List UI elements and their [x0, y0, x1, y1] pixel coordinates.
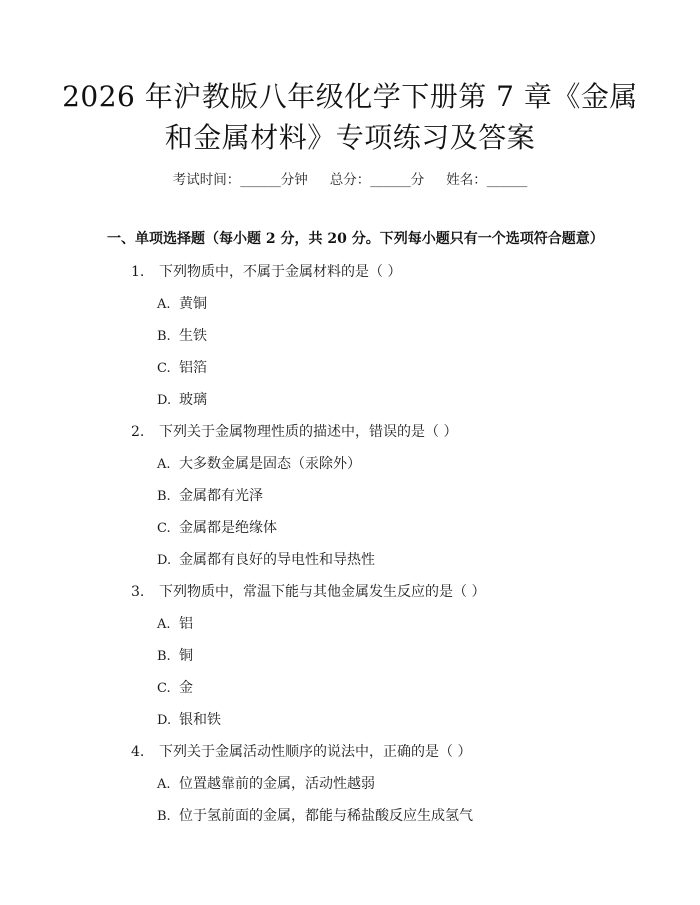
option-1c — [157, 357, 207, 377]
option-text: 金属都是绝缘体 — [179, 520, 277, 536]
exam-time-field: 考试时间：______分钟 — [172, 172, 308, 188]
option-3b — [157, 645, 193, 665]
question-1 — [131, 261, 401, 281]
question-text: 下列关于金属物理性质的描述中，错误的是（ ） — [159, 424, 458, 440]
option-letter: A. — [157, 617, 171, 632]
document-title-line-1: 2026 年沪教版八年级化学下册第 7 章《金属 — [62, 80, 638, 113]
question-number: 2. — [131, 424, 145, 440]
student-name-field: 姓名：______ — [446, 172, 528, 188]
option-text: 黄铜 — [179, 296, 207, 312]
question-number: 4. — [131, 744, 145, 760]
option-letter: B. — [157, 649, 171, 664]
question-text: 下列物质中，不属于金属材料的是（ ） — [159, 264, 402, 280]
option-text: 铝 — [179, 616, 193, 632]
option-text: 玻璃 — [179, 392, 207, 408]
option-3d — [157, 709, 221, 729]
option-letter: D. — [157, 553, 172, 568]
option-text: 银和铁 — [179, 712, 221, 728]
option-letter: B. — [157, 489, 171, 504]
option-letter: C. — [157, 361, 171, 376]
option-3c — [157, 677, 193, 697]
option-letter: A. — [157, 297, 171, 312]
option-letter: A. — [157, 457, 171, 472]
section-heading: 一、单项选择题（每小题 2 分，共 20 分。下列每小题只有一个选项符合题意） — [107, 231, 604, 247]
option-text: 大多数金属是固态（汞除外） — [179, 456, 361, 472]
document-title-line-2: 和金属材料》专项练习及答案 — [164, 121, 536, 154]
option-2c — [157, 517, 277, 537]
option-letter: D. — [157, 393, 172, 408]
option-text: 位置越靠前的金属，活动性越弱 — [179, 776, 375, 792]
option-letter: C. — [157, 681, 171, 696]
question-text: 下列物质中，常温下能与其他金属发生反应的是（ ） — [159, 584, 486, 600]
option-text: 铜 — [179, 648, 193, 664]
option-1a — [157, 293, 207, 313]
option-text: 铝箔 — [179, 360, 207, 376]
question-text: 下列关于金属活动性顺序的说法中，正确的是（ ） — [159, 744, 472, 760]
total-score-field: 总分：______分 — [329, 172, 425, 188]
option-text: 金属都有良好的导电性和导热性 — [179, 552, 375, 568]
option-1d — [157, 389, 207, 409]
question-4 — [131, 741, 471, 761]
question-number: 1. — [131, 264, 145, 280]
option-text: 金属都有光泽 — [179, 488, 263, 504]
option-letter: B. — [157, 329, 171, 344]
option-4a — [157, 773, 375, 793]
question-3 — [131, 581, 485, 601]
question-number: 3. — [131, 584, 145, 600]
option-letter: B. — [157, 809, 171, 824]
option-3a — [157, 613, 193, 633]
option-text: 位于氢前面的金属，都能与稀盐酸反应生成氢气 — [179, 808, 473, 824]
option-1b — [157, 325, 207, 345]
option-4b — [157, 805, 473, 825]
question-2 — [131, 421, 457, 441]
option-letter: C. — [157, 521, 171, 536]
option-text: 生铁 — [179, 328, 207, 344]
option-text: 金 — [179, 680, 193, 696]
exam-info-line — [0, 168, 700, 188]
option-2d — [157, 549, 375, 569]
option-letter: A. — [157, 777, 171, 792]
option-2b — [157, 485, 263, 505]
option-2a — [157, 453, 361, 473]
option-letter: D. — [157, 713, 172, 728]
